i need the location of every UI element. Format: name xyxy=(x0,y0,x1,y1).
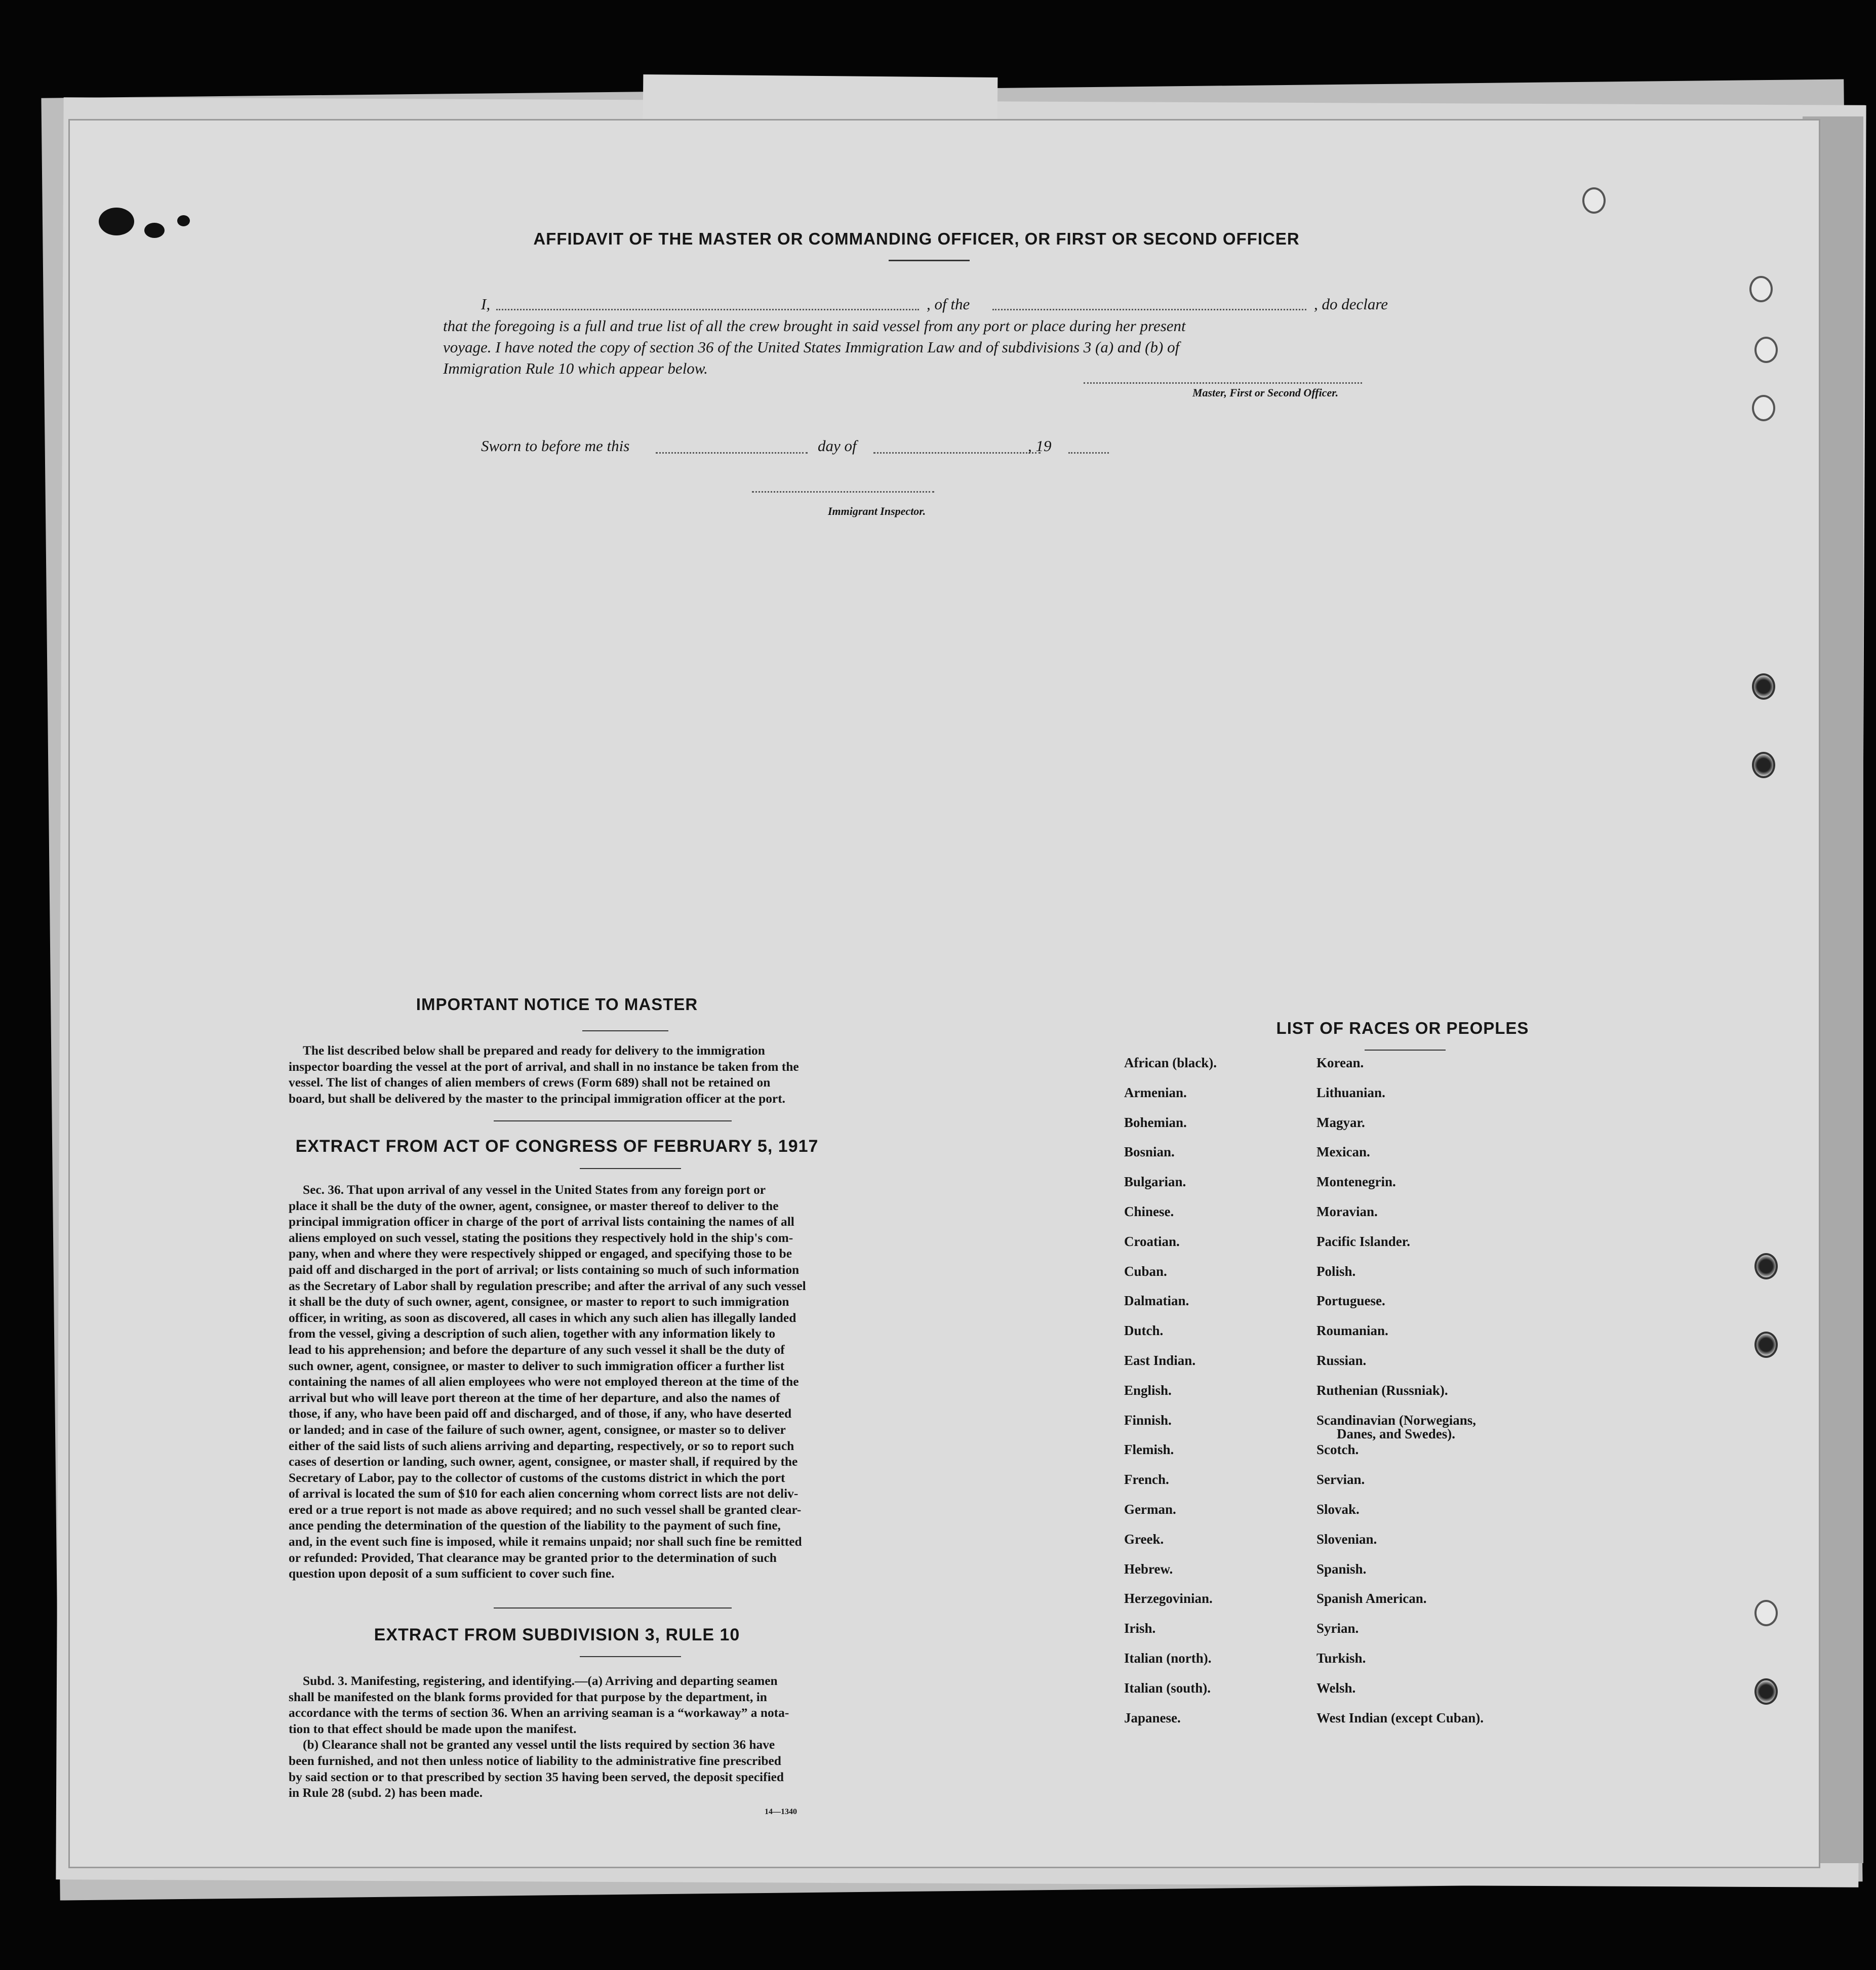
day-blank xyxy=(656,452,808,454)
race-item-right: Ruthenian (Russniak). xyxy=(1316,1382,1448,1398)
title-underline xyxy=(582,1030,668,1031)
affidavit-title: AFFIDAVIT OF THE MASTER OR COMMANDING OFFICER, OR FIRST OR SECOND OFFICER xyxy=(533,229,1300,248)
text-line: those, if any, who have been paid off and discharged, and of those, if any, who have deserted xyxy=(289,1406,792,1421)
race-item-left: Armenian. xyxy=(1124,1084,1187,1100)
text-line: been furnished, and not then unless notice of liability to the administrative fine prescribed xyxy=(289,1753,781,1768)
text-line: board, but shall be delivered by the master to the principal immigration officer at the port. xyxy=(289,1091,785,1106)
binder-hole xyxy=(1752,673,1775,700)
race-item-left: Italian (north). xyxy=(1124,1651,1212,1666)
race-item-left: Japanese. xyxy=(1124,1710,1181,1725)
binder-hole xyxy=(1754,1253,1778,1279)
affidavit-of-the: , of the xyxy=(927,295,970,313)
race-item-left: Flemish. xyxy=(1124,1442,1174,1458)
name-blank xyxy=(496,309,919,310)
text-line: paid off and discharged in the port of arrival; or lists containing so much of such information xyxy=(289,1262,800,1277)
binder-hole xyxy=(1752,752,1775,778)
race-item-right: Slovenian. xyxy=(1316,1531,1377,1547)
signature-blank xyxy=(1084,382,1362,384)
race-item-left: Irish. xyxy=(1124,1621,1156,1636)
race-item-left: Croatian. xyxy=(1124,1233,1180,1249)
title-underline xyxy=(1365,1050,1446,1051)
race-item-left: Bohemian. xyxy=(1124,1114,1187,1130)
notice-title: IMPORTANT NOTICE TO MASTER xyxy=(416,995,698,1014)
binder-hole xyxy=(1754,1678,1778,1705)
affidavit-line-1 xyxy=(481,294,1481,315)
race-item-right: Lithuanian. xyxy=(1316,1084,1385,1100)
race-item-left: East Indian. xyxy=(1124,1353,1196,1368)
text-line: from the vessel, giving a description of such alien, together with any information likely to xyxy=(289,1326,776,1341)
text-line: Subd. 3. Manifesting, registering, and identifying.—(a) Arriving and departing seamen xyxy=(303,1674,778,1688)
text-line: aliens employed on such vessel, stating the positions they respectively hold in the ship's com- xyxy=(289,1230,793,1245)
text-line: inspector boarding the vessel at the port of arrival, and shall in no instance be taken from the xyxy=(289,1059,799,1074)
day-of: day of xyxy=(818,437,857,455)
text-line: in Rule 28 (subd. 2) has been made. xyxy=(289,1786,483,1800)
race-item-right: Spanish. xyxy=(1316,1561,1367,1577)
title-underline xyxy=(580,1656,681,1657)
extract-rule-body xyxy=(289,1673,919,1801)
text-line: officer, in writing, as soon as discovered, all cases in which any such alien has illegally landed xyxy=(289,1310,796,1325)
affidavit-declare: , do declare xyxy=(1314,295,1388,313)
text-line: accordance with the terms of section 36. When an arriving seaman is a “workaway” a nota- xyxy=(289,1706,789,1720)
text-line: lead to his apprehension; and before the departure of any such vessel it shall be the duty of xyxy=(289,1342,785,1357)
race-item-right: Mexican. xyxy=(1316,1144,1370,1160)
text-line: it shall be the duty of such owner, agent, consignee, or master to report to such immigration xyxy=(289,1295,789,1309)
text-line: shall be manifested on the blank forms provided for that purpose by the department, in xyxy=(289,1690,767,1704)
section-divider xyxy=(494,1607,732,1609)
race-item-right: Scotch. xyxy=(1316,1442,1359,1458)
ink-blot xyxy=(144,223,165,238)
race-item-left: Dutch. xyxy=(1124,1323,1164,1339)
text-line: pany, when and where they were respectively shipped or engaged, and specifying those to be xyxy=(289,1247,792,1261)
title-underline xyxy=(580,1168,681,1169)
race-item-left: Bosnian. xyxy=(1124,1144,1175,1160)
text-line: (b) Clearance shall not be granted any vessel until the lists required by section 36 have xyxy=(303,1738,775,1752)
document-page xyxy=(68,119,1820,1868)
month-blank xyxy=(873,452,1041,454)
race-item-left: English. xyxy=(1124,1382,1172,1398)
race-item-right: Russian. xyxy=(1316,1353,1367,1368)
extract-act-title: EXTRACT FROM ACT OF CONGRESS OF FEBRUARY 5, 1917 xyxy=(295,1137,819,1156)
text-line: cases of desertion or landing, such owner, agent, consignee, or master shall, if required by the xyxy=(289,1455,798,1469)
ink-blot xyxy=(99,208,134,235)
signature-label: Master, First or Second Officer. xyxy=(1192,386,1339,399)
text-line: such owner, agent, consignee, or master to deliver to such immigration officer a further list xyxy=(289,1358,785,1373)
race-item-right: Korean. xyxy=(1316,1055,1364,1070)
race-item-left: Greek. xyxy=(1124,1531,1164,1547)
text-line: containing the names of all alien employees who were not employed thereon at the time of the xyxy=(289,1375,799,1389)
race-item-right: Spanish American. xyxy=(1316,1591,1427,1606)
race-item-right: Magyar. xyxy=(1316,1114,1365,1130)
binder-hole xyxy=(1754,1332,1778,1358)
extract-rule-title: EXTRACT FROM SUBDIVISION 3, RULE 10 xyxy=(374,1625,740,1644)
text-line: of arrival is located the sum of $10 for each alien concerning whom correct lists are not deliv- xyxy=(289,1486,799,1501)
race-item-left: Finnish. xyxy=(1124,1412,1172,1428)
race-item-right: Polish. xyxy=(1316,1263,1356,1279)
race-item-right: Servian. xyxy=(1316,1472,1365,1487)
extract-act-body xyxy=(289,1182,919,1582)
race-item-right: Montenegrin. xyxy=(1316,1174,1396,1190)
section-divider xyxy=(494,1120,732,1121)
race-item-left: Italian (south). xyxy=(1124,1680,1211,1696)
year-blank xyxy=(1068,452,1109,454)
race-item-left: Dalmatian. xyxy=(1124,1293,1189,1309)
inspector-blank xyxy=(752,491,934,493)
text-line: Sec. 36. That upon arrival of any vessel in the United States from any foreign port or xyxy=(303,1183,766,1197)
text-line: or landed; and in case of the failure of such owner, agent, consignee, or master so to deliver xyxy=(289,1422,786,1437)
text-line: either of the said lists of such aliens arriving and departing, respectively, or so to report such xyxy=(289,1438,794,1453)
binder-hole xyxy=(1582,187,1606,214)
affidavit-line-4: Immigration Rule 10 which appear below. xyxy=(443,359,708,377)
text-line: as the Secretary of Labor shall by regulation prescribe; and after the arrival of any such vessel xyxy=(289,1278,806,1293)
affidavit-line-3: voyage. I have noted the copy of section 36 of the United States Immigration Law and of subdivisions 3 (a) and (b) of xyxy=(443,338,1180,356)
race-item-right: Moravian. xyxy=(1316,1204,1378,1219)
race-item-right: Turkish. xyxy=(1316,1651,1366,1666)
race-item-right: Syrian. xyxy=(1316,1621,1359,1636)
race-item-right: Portuguese. xyxy=(1316,1293,1385,1309)
inspector-label: Immigrant Inspector. xyxy=(828,505,926,517)
binder-hole xyxy=(1754,1600,1778,1626)
affidavit-line-2: that the foregoing is a full and true list of all the crew brought in said vessel from any port or place during her present xyxy=(443,317,1186,335)
text-line: question upon deposit of a sum sufficient to cover such fine. xyxy=(289,1566,615,1581)
binder-hole xyxy=(1754,337,1778,363)
notice-body xyxy=(289,1043,919,1107)
text-line: ered or a true report is not made as above required; and no such vessel shall be granted clear- xyxy=(289,1502,802,1517)
binder-hole xyxy=(1749,276,1773,302)
race-item-left: African (black). xyxy=(1124,1055,1217,1070)
underlying-page-tab xyxy=(643,74,998,123)
race-item-right: West Indian (except Cuban). xyxy=(1316,1710,1484,1725)
race-item-continuation: Danes, and Swedes). xyxy=(1337,1426,1456,1441)
race-item-right: Pacific Islander. xyxy=(1316,1233,1410,1249)
text-line: principal immigration officer in charge of the port of arrival lists containing the names of all xyxy=(289,1215,794,1229)
race-item-right: Scandinavian (Norwegians, xyxy=(1316,1412,1476,1428)
race-item-left: Hebrew. xyxy=(1124,1561,1173,1577)
ink-blot xyxy=(177,215,190,226)
race-item-right: Welsh. xyxy=(1316,1680,1356,1696)
sworn-text: Sworn to before me this xyxy=(481,437,630,455)
text-line: arrival but who will leave port thereon at the time of her departure, and also the names of xyxy=(289,1390,780,1405)
title-underline xyxy=(889,260,970,261)
races-title: LIST OF RACES OR PEOPLES xyxy=(1276,1019,1529,1037)
race-item-right: Slovak. xyxy=(1316,1502,1360,1517)
affidavit-i: I, xyxy=(481,295,491,313)
race-item-left: Herzegovinian. xyxy=(1124,1591,1213,1606)
text-line: vessel. The list of changes of alien members of crews (Form 689) shall not be retained on xyxy=(289,1075,771,1090)
year-prefix: , 19 xyxy=(1028,437,1052,455)
text-line: The list described below shall be prepared and ready for delivery to the immigration xyxy=(303,1043,765,1058)
form-number: 14—1340 xyxy=(765,1807,797,1816)
binder-hole xyxy=(1752,395,1775,421)
text-line: or refunded: Provided, That clearance may be granted prior to the determination of such xyxy=(289,1550,777,1565)
text-line: by said section or to that prescribed by section 35 having been served, the deposit specified xyxy=(289,1770,784,1784)
race-item-right: Roumanian. xyxy=(1316,1323,1388,1339)
text-line: place it shall be the duty of the owner, agent, consignee, or master thereof to deliver to the xyxy=(289,1198,779,1213)
race-item-left: Bulgarian. xyxy=(1124,1174,1186,1190)
text-line: ance pending the determination of the question of the liability to the payment of such fine, xyxy=(289,1518,781,1533)
text-line: tion to that effect should be made upon the manifest. xyxy=(289,1721,577,1736)
vessel-blank xyxy=(992,309,1306,310)
text-line: Secretary of Labor, pay to the collector of customs of the customs district in which the port xyxy=(289,1470,785,1485)
race-item-left: Chinese. xyxy=(1124,1204,1174,1219)
race-item-left: French. xyxy=(1124,1472,1169,1487)
text-line: and, in the event such fine is imposed, while it remains unpaid; nor shall such fine be remitted xyxy=(289,1535,802,1549)
race-item-left: Cuban. xyxy=(1124,1263,1167,1279)
sworn-line xyxy=(481,437,1190,458)
race-item-left: German. xyxy=(1124,1502,1176,1517)
